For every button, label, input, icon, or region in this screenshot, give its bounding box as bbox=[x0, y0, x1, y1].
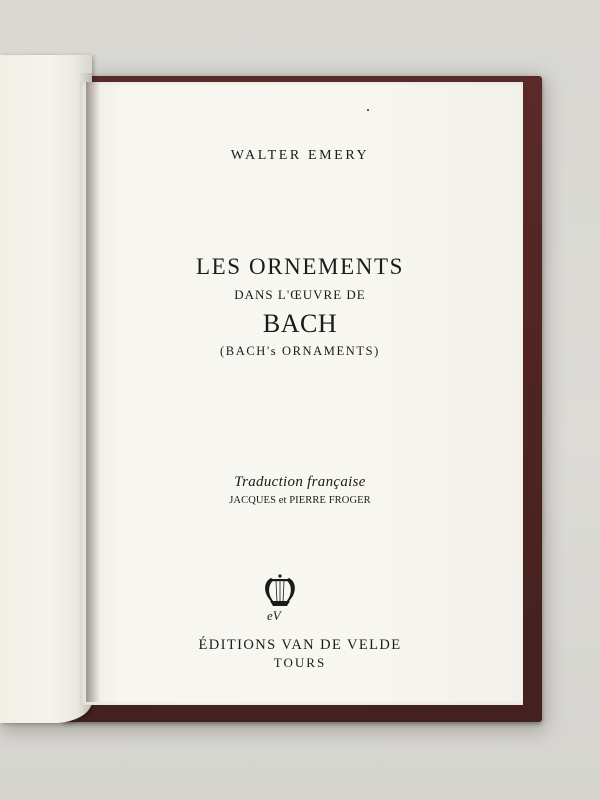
book-title: LES ORNEMENTS bbox=[195, 254, 404, 279]
book-title-connector: DANS L'ŒUVRE DE bbox=[234, 287, 366, 302]
book-title-composer: BACH bbox=[262, 309, 338, 338]
lyre-ev-monogram-icon bbox=[255, 572, 305, 624]
original-title: (BACH's ORNAMENTS) bbox=[220, 344, 380, 358]
publisher-name: ÉDITIONS VAN DE VELDE bbox=[198, 637, 402, 653]
translators-names: JACQUES et PIERRE FROGER bbox=[229, 495, 371, 506]
publisher-city: TOURS bbox=[273, 655, 327, 670]
translation-label: Traduction française bbox=[234, 474, 366, 490]
paper-speck bbox=[367, 109, 369, 111]
author-name: WALTER EMERY bbox=[230, 148, 370, 163]
monogram-letters: eV bbox=[267, 608, 281, 623]
page-gutter-shadow bbox=[86, 82, 100, 702]
